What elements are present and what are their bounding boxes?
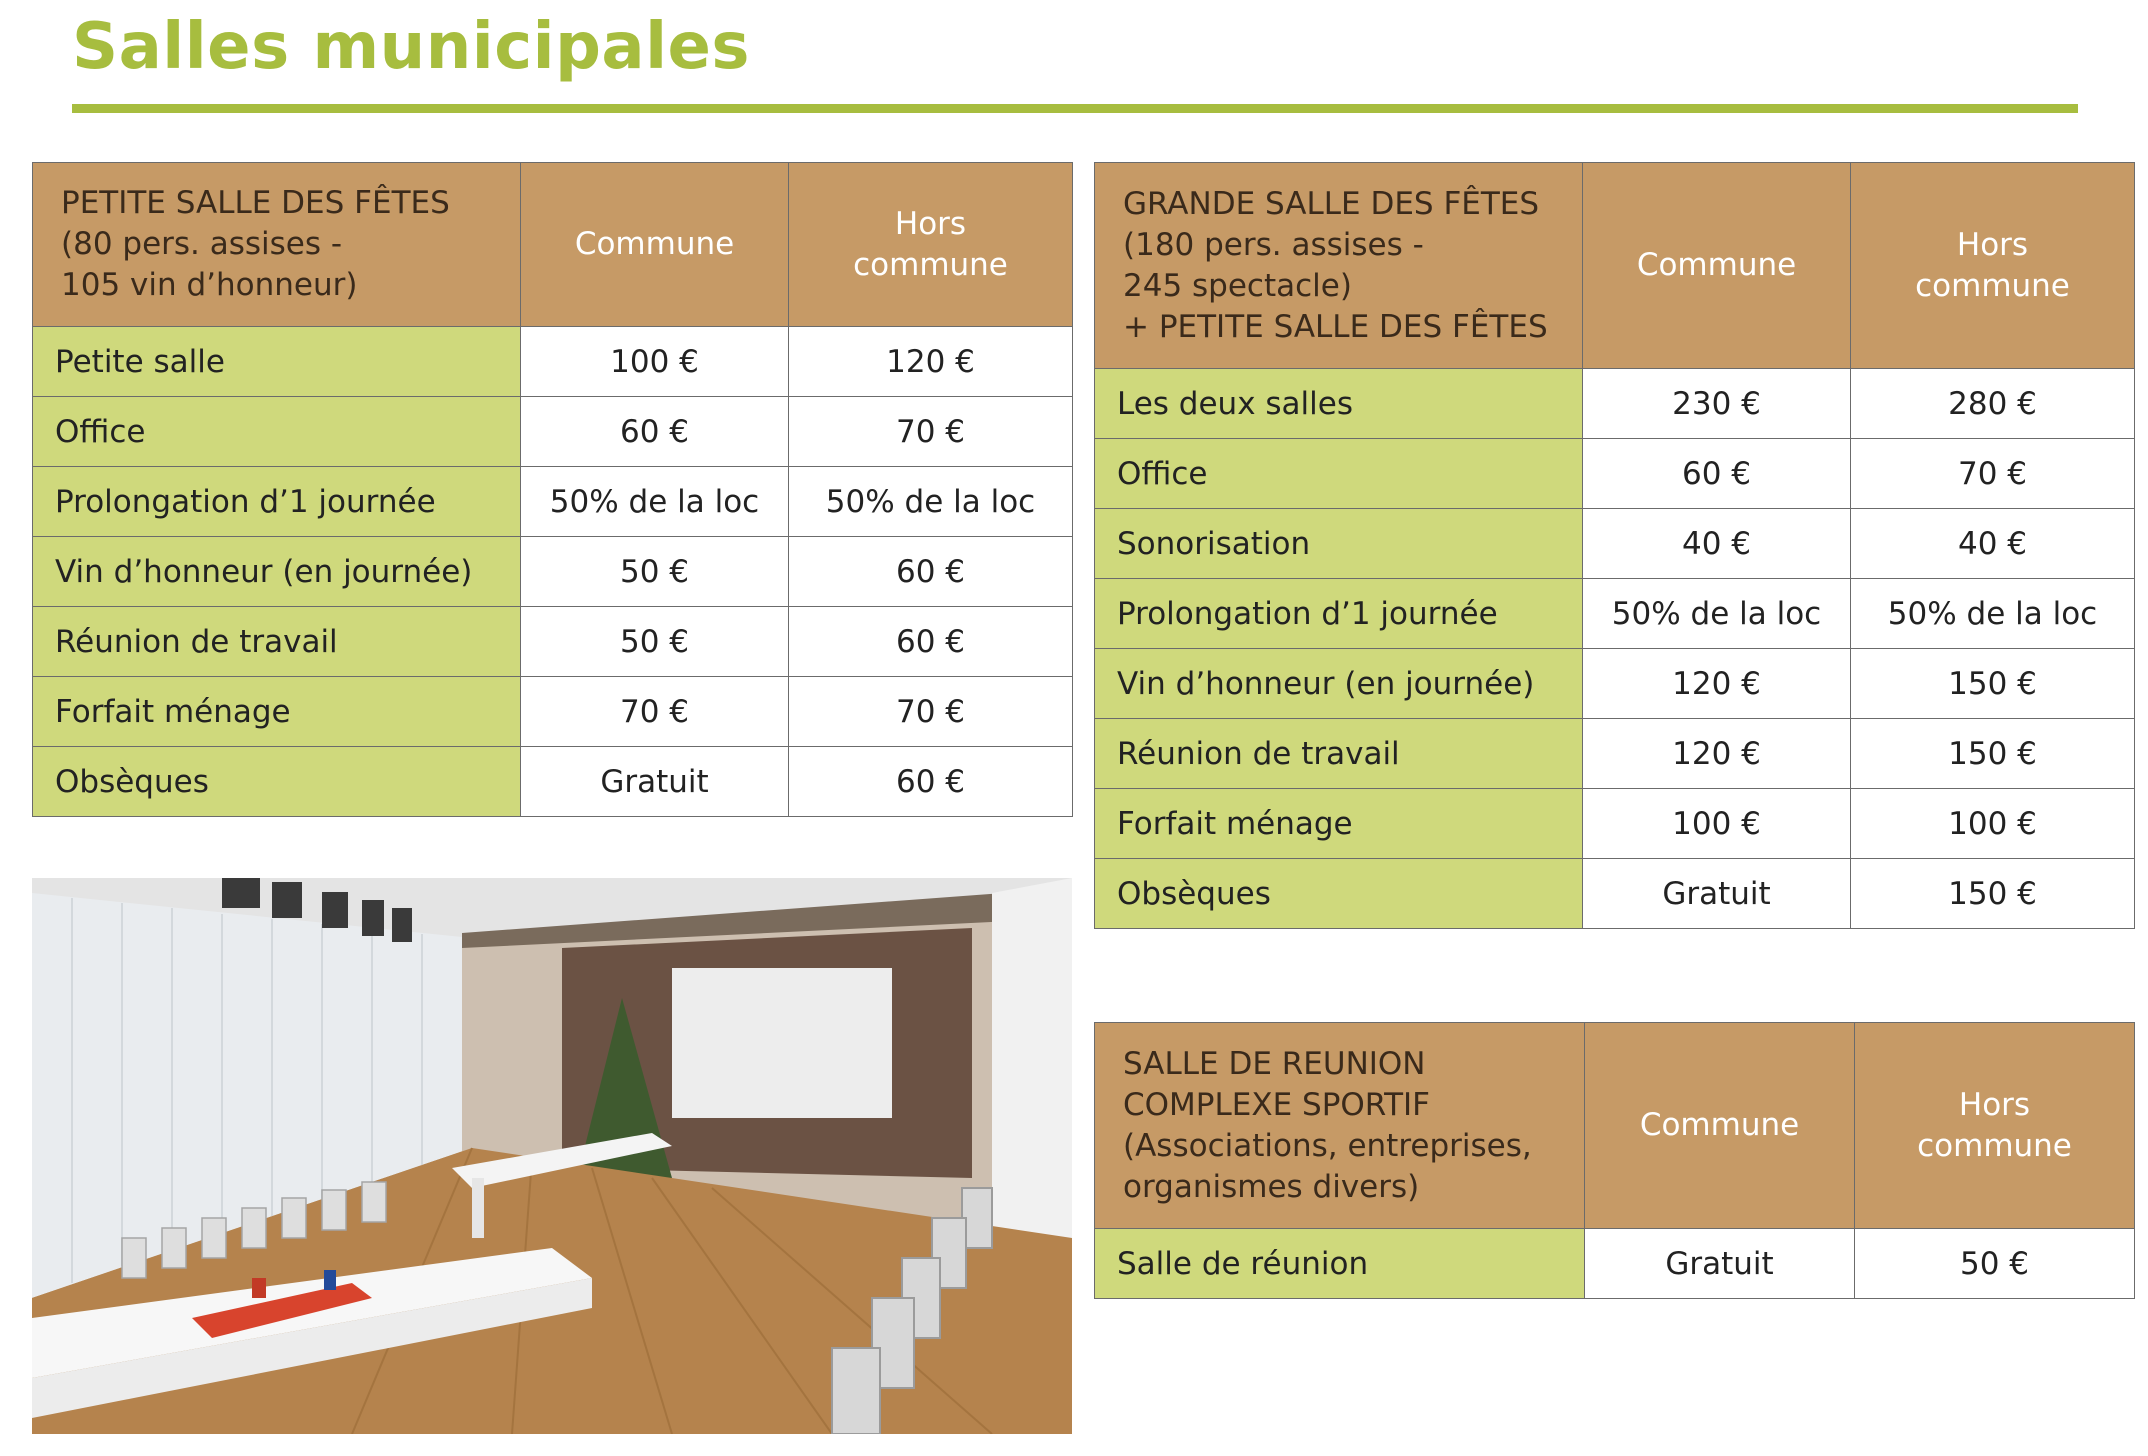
price-commune: 70 € [521,677,789,747]
row-label: Prolongation d’1 journée [33,467,521,537]
row-label: Sonorisation [1095,509,1583,579]
table-row [33,677,1073,747]
row-label: Forfait ménage [1095,789,1583,859]
column-header-hors-commune: Hors commune [1851,163,2135,369]
title-underline [72,104,2078,113]
row-label: Forfait ménage [33,677,521,747]
price-hors-commune: 70 € [789,677,1073,747]
price-commune: 50% de la loc [521,467,789,537]
page-title: Salles municipales [72,10,750,84]
row-label: Vin d’honneur (en journée) [33,537,521,607]
table-row [33,537,1073,607]
table-row [33,467,1073,537]
table-row [1095,369,2135,439]
price-commune: 100 € [1583,789,1851,859]
column-header-commune: Commune [1583,163,1851,369]
grande-salle-rates-table [1094,162,2135,929]
table-row [1095,509,2135,579]
table-row [1095,789,2135,859]
table-title: SALLE DE REUNION COMPLEXE SPORTIF (Associations, entreprises, organismes divers) [1095,1023,1585,1229]
price-hors-commune: 60 € [789,607,1073,677]
price-hors-commune: 60 € [789,747,1073,817]
row-label: Vin d’honneur (en journée) [1095,649,1583,719]
price-commune: 60 € [1583,439,1851,509]
price-hors-commune: 150 € [1851,649,2135,719]
table-row [1095,859,2135,929]
row-label: Réunion de travail [1095,719,1583,789]
row-label: Prolongation d’1 journée [1095,579,1583,649]
price-hors-commune: 50% de la loc [789,467,1073,537]
price-commune: Gratuit [521,747,789,817]
price-commune: Gratuit [1583,859,1851,929]
row-label: Office [33,397,521,467]
table-row [33,747,1073,817]
table-header-row [33,163,1073,327]
price-commune: 100 € [521,327,789,397]
price-hors-commune: 280 € [1851,369,2135,439]
row-label: Obsèques [1095,859,1583,929]
row-label: Petite salle [33,327,521,397]
table-header-row [1095,1023,2135,1229]
price-commune: 120 € [1583,719,1851,789]
price-commune: 50 € [521,607,789,677]
table-header-row [1095,163,2135,369]
table-row [1095,579,2135,649]
row-label: Réunion de travail [33,607,521,677]
hall-photo [32,878,1072,1434]
price-commune: Gratuit [1585,1229,1855,1299]
price-commune: 50 € [521,537,789,607]
price-hors-commune: 50% de la loc [1851,579,2135,649]
price-commune: 230 € [1583,369,1851,439]
table-row [33,327,1073,397]
table-title: GRANDE SALLE DES FÊTES (180 pers. assises - 245 spectacle) + PETITE SALLE DES FÊTES [1095,163,1583,369]
table-title: PETITE SALLE DES FÊTES (80 pers. assises - 105 vin d’honneur) [33,163,521,327]
row-label: Obsèques [33,747,521,817]
table-row [33,397,1073,467]
price-hors-commune: 70 € [1851,439,2135,509]
column-header-commune: Commune [521,163,789,327]
table-row [1095,719,2135,789]
price-commune: 120 € [1583,649,1851,719]
column-header-hors-commune: Hors commune [1855,1023,2135,1229]
petite-salle-rates-table [32,162,1073,817]
table-row [33,607,1073,677]
table-row [1095,439,2135,509]
column-header-hors-commune: Hors commune [789,163,1073,327]
price-hors-commune: 40 € [1851,509,2135,579]
row-label: Office [1095,439,1583,509]
row-label: Les deux salles [1095,369,1583,439]
column-header-commune: Commune [1585,1023,1855,1229]
salle-reunion-rates-table [1094,1022,2135,1299]
row-label: Salle de réunion [1095,1229,1585,1299]
table-row [1095,649,2135,719]
price-commune: 60 € [521,397,789,467]
price-hors-commune: 150 € [1851,719,2135,789]
price-hors-commune: 100 € [1851,789,2135,859]
price-hors-commune: 60 € [789,537,1073,607]
price-hors-commune: 150 € [1851,859,2135,929]
table-row [1095,1229,2135,1299]
price-commune: 40 € [1583,509,1851,579]
price-commune: 50% de la loc [1583,579,1851,649]
price-hors-commune: 120 € [789,327,1073,397]
price-hors-commune: 50 € [1855,1229,2135,1299]
price-hors-commune: 70 € [789,397,1073,467]
